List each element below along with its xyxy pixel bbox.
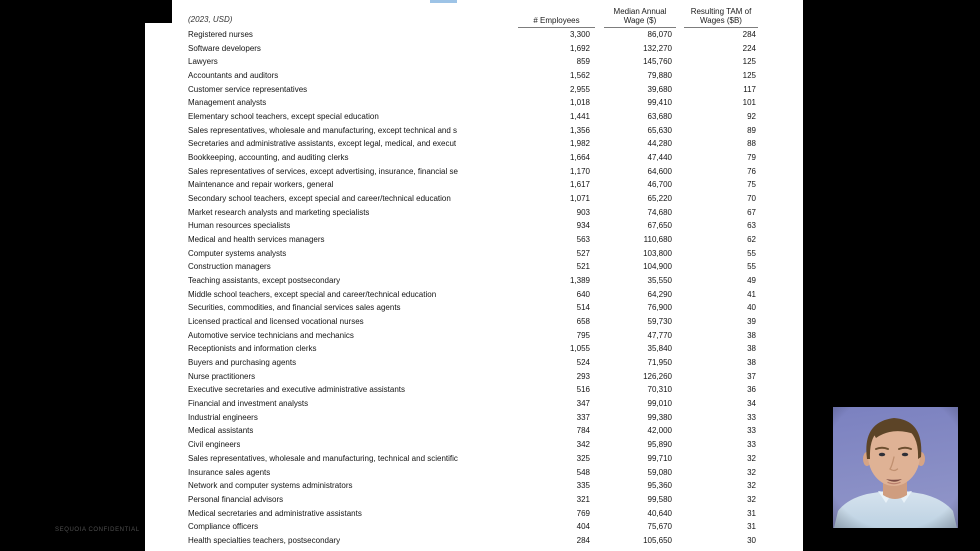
employees-cell: 1,441 <box>569 112 590 122</box>
employees-cell: 1,018 <box>569 98 590 108</box>
employees-cell: 342 <box>576 440 590 450</box>
col-header-tam <box>684 7 758 28</box>
tam-cell: 33 <box>747 440 756 450</box>
employees-cell: 1,356 <box>569 125 590 135</box>
col-header-tam-line1: Resulting TAM of <box>690 7 752 16</box>
employees-cell: 859 <box>576 57 590 67</box>
tam-cell: 55 <box>747 248 756 258</box>
tam-cell: 75 <box>747 180 756 190</box>
employees-cell: 516 <box>576 385 590 395</box>
table-row <box>188 438 760 452</box>
wage-cell: 110,680 <box>643 235 672 245</box>
employees-cell: 1,617 <box>569 180 590 190</box>
table-row <box>188 233 760 247</box>
table-row <box>188 383 760 397</box>
occupation-cell: Market research analysts and marketing specialists <box>188 207 370 217</box>
wage-cell: 42,000 <box>647 426 672 436</box>
wage-cell: 40,640 <box>647 508 672 518</box>
occupation-cell: Automotive service technicians and mechanics <box>188 330 354 340</box>
tam-cell: 284 <box>742 30 756 39</box>
confidential-footer: SEQUOIA CONFIDENTIAL <box>55 527 140 533</box>
occupation-cell: Secretaries and administrative assistants, except legal, medical, and execut <box>188 139 457 149</box>
employees-cell: 335 <box>576 481 590 491</box>
wage-cell: 63,680 <box>647 112 672 122</box>
table-row <box>188 411 760 425</box>
table-row <box>188 192 760 206</box>
wage-cell: 145,760 <box>643 57 672 67</box>
employees-cell: 769 <box>576 508 590 518</box>
tam-cell: 92 <box>747 112 756 122</box>
occupation-cell: Secondary school teachers, except special and career/technical education <box>188 194 451 204</box>
col-header-median-wage <box>604 7 676 28</box>
col-header-tam-line2: Wages ($B) <box>700 16 742 25</box>
employees-cell: 347 <box>576 399 590 409</box>
occupation-cell: Sales representatives, wholesale and manufacturing, technical and scientific <box>188 453 458 463</box>
wage-cell: 65,630 <box>647 125 672 135</box>
tam-cell: 32 <box>747 494 756 504</box>
wage-cell: 86,070 <box>647 30 672 39</box>
tam-cell: 76 <box>747 166 756 176</box>
wage-cell: 75,670 <box>647 522 672 532</box>
tam-cell: 31 <box>747 508 756 518</box>
employees-cell: 3,300 <box>569 30 590 39</box>
occupation-cell: Maintenance and repair workers, general <box>188 180 334 190</box>
employees-cell: 1,055 <box>569 344 590 354</box>
table-row <box>188 165 760 179</box>
occupation-cell: Securities, commodities, and financial services sales agents <box>188 303 401 313</box>
tam-cell: 55 <box>747 262 756 272</box>
table-row <box>188 397 760 411</box>
tam-cell: 32 <box>747 453 756 463</box>
tam-cell: 89 <box>747 125 756 135</box>
tam-cell: 32 <box>747 481 756 491</box>
table-row <box>188 42 760 56</box>
wage-cell: 65,220 <box>647 194 672 204</box>
wage-cell: 132,270 <box>643 43 672 53</box>
wage-cell: 71,950 <box>647 358 672 368</box>
occupation-cell: Executive secretaries and executive administrative assistants <box>188 385 405 395</box>
table-row <box>188 206 760 220</box>
employees-cell: 1,562 <box>569 71 590 81</box>
table-row <box>188 534 760 548</box>
employees-cell: 640 <box>576 289 590 299</box>
occupation-cell: Medical secretaries and administrative assistants <box>188 508 362 518</box>
wage-cell: 76,900 <box>647 303 672 313</box>
employees-cell: 1,170 <box>569 166 590 176</box>
wage-cell: 47,440 <box>647 153 672 163</box>
table-row <box>188 28 760 42</box>
table-row <box>188 424 760 438</box>
occupation-cell: Construction managers <box>188 262 271 272</box>
table-row <box>188 96 760 110</box>
tam-cell: 63 <box>747 221 756 231</box>
table-row <box>188 479 760 493</box>
wage-cell: 70,310 <box>647 385 672 395</box>
col-header-employees <box>518 16 595 28</box>
tam-cell: 79 <box>747 153 756 163</box>
table-row <box>188 356 760 370</box>
employees-cell: 284 <box>576 535 590 545</box>
tam-cell: 49 <box>747 276 756 286</box>
table-row <box>188 288 760 302</box>
occupation-cell: Licensed practical and licensed vocational nurses <box>188 317 364 327</box>
wage-cell: 67,650 <box>647 221 672 231</box>
occupation-cell: Buyers and purchasing agents <box>188 358 297 368</box>
occupation-cell: Health specialties teachers, postsecondary <box>188 535 341 545</box>
wage-cell: 39,680 <box>647 84 672 94</box>
employees-cell: 784 <box>576 426 590 436</box>
wage-cell: 64,290 <box>647 289 672 299</box>
occupation-cell: Civil engineers <box>188 440 241 450</box>
occupation-cell: Financial and investment analysts <box>188 399 309 409</box>
employees-cell: 1,692 <box>569 43 590 53</box>
employees-cell: 548 <box>576 467 590 477</box>
wage-cell: 99,380 <box>647 412 672 422</box>
table-row <box>188 329 760 343</box>
tam-cell: 101 <box>742 98 756 108</box>
tam-cell: 39 <box>747 317 756 327</box>
table-row <box>188 178 760 192</box>
occupation-cell: Elementary school teachers, except special education <box>188 112 379 122</box>
occupation-cell: Insurance sales agents <box>188 467 271 477</box>
occupation-cell: Lawyers <box>188 57 218 67</box>
wage-cell: 104,900 <box>643 262 672 272</box>
occupation-cell: Medical assistants <box>188 426 254 436</box>
tam-cell: 37 <box>747 371 756 381</box>
occupation-cell: Registered nurses <box>188 30 253 39</box>
wage-cell: 59,080 <box>647 467 672 477</box>
employees-cell: 1,982 <box>569 139 590 149</box>
occupation-cell: Network and computer systems administrators <box>188 481 353 491</box>
occupation-cell: Industrial engineers <box>188 412 258 422</box>
employees-cell: 658 <box>576 317 590 327</box>
wage-cell: 74,680 <box>647 207 672 217</box>
employees-cell: 321 <box>576 494 590 504</box>
employees-cell: 903 <box>576 207 590 217</box>
col-header-employees-label: # Employees <box>533 16 580 25</box>
table-row <box>188 493 760 507</box>
occupation-cell: Software developers <box>188 43 261 53</box>
tam-cell: 70 <box>747 194 756 204</box>
tam-cell: 32 <box>747 467 756 477</box>
tam-cell: 224 <box>742 43 756 53</box>
employees-cell: 1,071 <box>569 194 590 204</box>
wage-cell: 99,010 <box>647 399 672 409</box>
tam-cell: 33 <box>747 412 756 422</box>
table-row <box>188 315 760 329</box>
col-header-median-wage-line1: Median Annual <box>613 7 667 16</box>
table-row <box>188 151 760 165</box>
employees-cell: 795 <box>576 330 590 340</box>
employees-cell: 524 <box>576 358 590 368</box>
table-row <box>188 507 760 521</box>
occupation-cell: Human resources specialists <box>188 221 291 231</box>
wage-cell: 95,890 <box>647 440 672 450</box>
employees-cell: 1,664 <box>569 153 590 163</box>
tam-cell: 38 <box>747 358 756 368</box>
table-row <box>188 110 760 124</box>
occupation-cell: Teaching assistants, except postsecondary <box>188 276 341 286</box>
table-row <box>188 124 760 138</box>
employees-cell: 521 <box>576 262 590 272</box>
employees-cell: 514 <box>576 303 590 313</box>
tam-cell: 125 <box>742 71 756 81</box>
employees-cell: 404 <box>576 522 590 532</box>
tam-cell: 36 <box>747 385 756 395</box>
table-row <box>188 520 760 534</box>
wage-cell: 99,410 <box>647 98 672 108</box>
tam-cell: 31 <box>747 522 756 532</box>
table-header <box>188 0 760 28</box>
table-row <box>188 342 760 356</box>
wage-cell: 59,730 <box>647 317 672 327</box>
employees-cell: 2,955 <box>569 84 590 94</box>
occupation-cell: Sales representatives, wholesale and manufacturing, except technical and s <box>188 125 458 135</box>
occupation-cell: Computer systems analysts <box>188 248 287 258</box>
occupation-cell: Receptionists and information clerks <box>188 344 317 354</box>
tam-cell: 38 <box>747 330 756 340</box>
corner-notch <box>145 0 172 23</box>
employees-cell: 563 <box>576 235 590 245</box>
col-header-median-wage-line2: Wage ($) <box>623 16 657 25</box>
occupation-cell: Medical and health services managers <box>188 235 325 245</box>
tam-cell: 33 <box>747 426 756 436</box>
employees-cell: 325 <box>576 453 590 463</box>
wage-cell: 95,360 <box>647 481 672 491</box>
tam-cell: 30 <box>747 535 756 545</box>
occupation-cell: Customer service representatives <box>188 84 308 94</box>
occupation-cell: Nurse practitioners <box>188 371 256 381</box>
tam-cell: 117 <box>743 84 756 94</box>
wage-cell: 105,650 <box>643 535 672 545</box>
wage-cell: 126,260 <box>643 371 672 381</box>
employees-cell: 293 <box>576 371 590 381</box>
tam-cell: 88 <box>747 139 756 149</box>
occupation-cell: Sales representatives of services, except advertising, insurance, financial se <box>188 166 458 176</box>
slide <box>145 0 803 551</box>
table-row <box>188 69 760 83</box>
tam-cell: 40 <box>747 303 756 313</box>
table-row <box>188 247 760 261</box>
tam-cell: 34 <box>747 399 756 409</box>
tam-table <box>188 0 760 551</box>
occupation-cell: Middle school teachers, except special and career/technical education <box>188 289 437 299</box>
webcam-vignette <box>833 407 958 528</box>
table-row <box>188 452 760 466</box>
occupation-cell: Accountants and auditors <box>188 71 279 81</box>
wage-cell: 64,600 <box>647 166 672 176</box>
employees-cell: 1,389 <box>569 276 590 286</box>
table-body <box>188 28 760 548</box>
tam-cell: 38 <box>747 344 756 354</box>
employees-cell: 337 <box>576 412 590 422</box>
employees-cell: 527 <box>576 248 590 258</box>
tam-cell: 62 <box>747 235 756 245</box>
employees-cell: 934 <box>576 221 590 231</box>
table-row <box>188 137 760 151</box>
wage-cell: 79,880 <box>647 71 672 81</box>
table-row <box>188 55 760 69</box>
table-row <box>188 83 760 97</box>
tam-cell: 67 <box>747 207 756 217</box>
webcam-overlay[interactable] <box>833 407 958 528</box>
tam-cell: 41 <box>747 289 756 299</box>
wage-cell: 35,840 <box>647 344 672 354</box>
wage-cell: 35,550 <box>647 276 672 286</box>
wage-cell: 46,700 <box>647 180 672 190</box>
occupation-cell: Bookkeeping, accounting, and auditing clerks <box>188 153 349 163</box>
table-row <box>188 466 760 480</box>
table-row <box>188 370 760 384</box>
wage-cell: 103,800 <box>643 248 672 258</box>
wage-cell: 99,580 <box>647 494 672 504</box>
occupation-cell: Management analysts <box>188 98 267 108</box>
occupation-cell: Personal financial advisors <box>188 494 284 504</box>
table-subtitle: (2023, USD) <box>188 15 233 24</box>
table-row <box>188 301 760 315</box>
wage-cell: 44,280 <box>647 139 672 149</box>
table-row <box>188 274 760 288</box>
table-row <box>188 219 760 233</box>
table-row <box>188 260 760 274</box>
presenter-avatar <box>833 407 958 528</box>
occupation-cell: Compliance officers <box>188 522 259 532</box>
tam-cell: 125 <box>742 57 756 67</box>
wage-cell: 99,710 <box>647 453 672 463</box>
wage-cell: 47,770 <box>647 330 672 340</box>
